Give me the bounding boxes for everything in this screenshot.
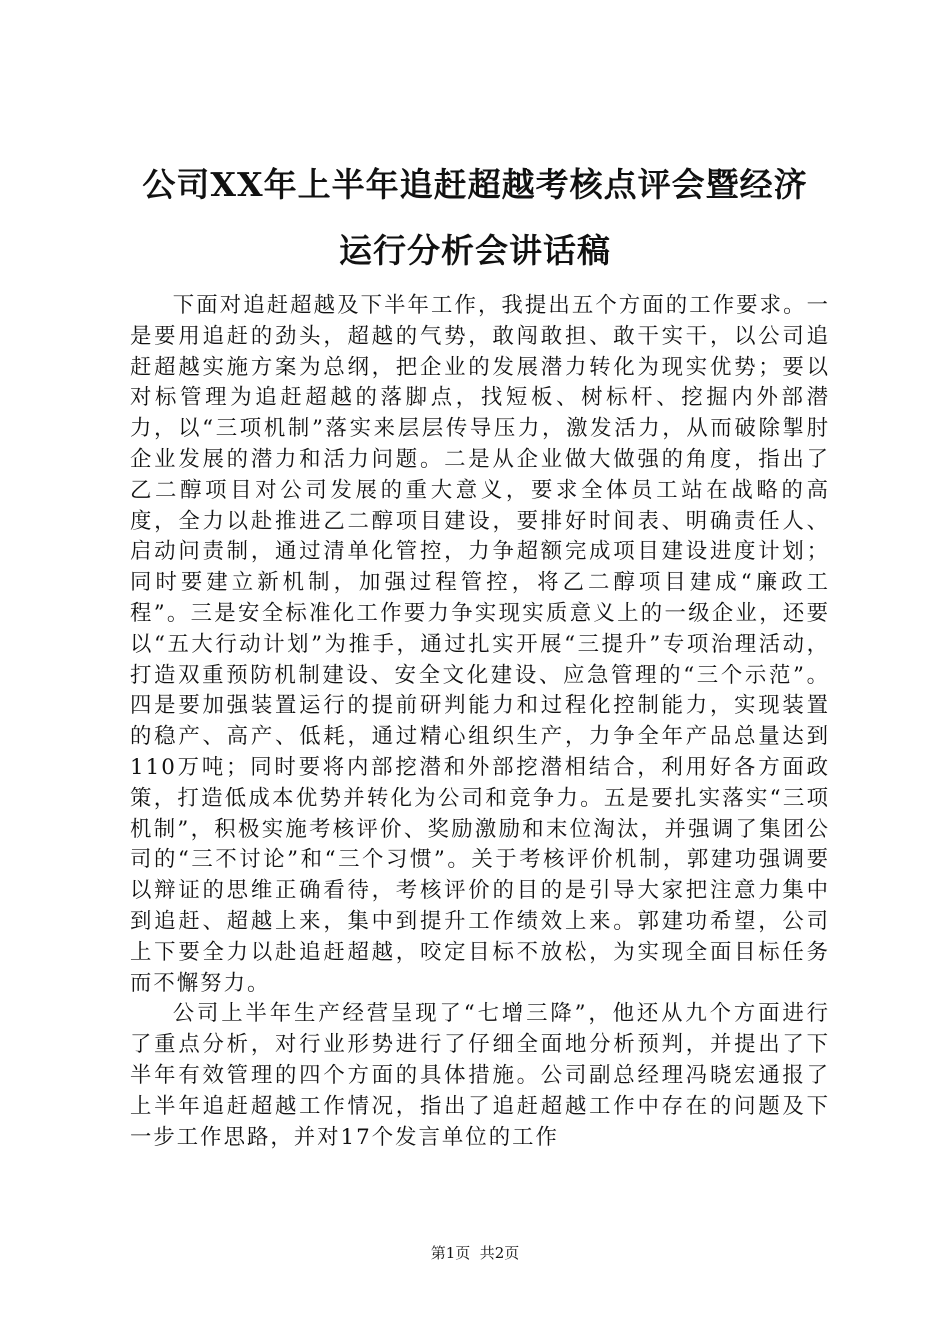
paragraph-2: 公司上半年生产经营呈现了“七增三降”，他还从九个方面进行了重点分析，对行业形势进行了仔细全面地分析预判，并提出了下半年有效管理的四个方面的具体措施。公司副总经理冯晓宏通报了上半年追赶超越工作情况，指出了追赶超越工作中存在的问题及下一步工作思路，并对17个发言单位的工作	[130, 1001, 830, 1150]
document-body	[130, 291, 830, 1153]
page-number: 第1页 共2页	[430, 1244, 520, 1262]
title-line-2: 运行分析会讲话稿	[339, 231, 611, 270]
page-footer	[0, 1243, 950, 1263]
title-line-1: 公司XX年上半年追赶超越考核点评会暨经济	[142, 165, 808, 204]
paragraph-1: 下面对追赶超越及下半年工作，我提出五个方面的工作要求。一是要用追赶的劲头，超越的气势，敢闯敢担、敢干实干，以公司追赶超越实施方案为总纲，把企业的发展潜力转化为现实优势；要以对标管理为追赶超越的落脚点，找短板、树标杆、挖掘内外部潜力，以“三项机制”落实来层层传导压力，激发活力，从而破除掣肘企业发展的潜力和活力问题。二是从企业做大做强的角度，指出了乙二醇项目对公司发展的重大意义，要求全体员工站在战略的高度，全力以赴推进乙二醇项目建设，要排好时间表、明确责任人、启动问责制，通过清单化管控，力争超额完成项目建设进度计划；同时要建立新机制，加强过程管控，将乙二醇项目建成“廉政工程”。三是安全标准化工作要力争实现实质意义上的一级企业，还要以“五大行动计划”为推手，通过扎实开展“三提升”专项治理活动，打造双重预防机制建设、安全文化建设、应急管理的“三个示范”。四是要加强装置运行的提前研判能力和过程化控制能力，实现装置的稳产、高产、低耗，通过精心组织生产，力争全年产品总量达到110万吨；同时要将内部挖潜和外部挖潜相结合，利用好各方面政策，打造低成本优势并转化为公司和竞争力。五是要扎实落实“三项机制”，积极实施考核评价、奖励激励和末位淘汰，并强调了集团公司的“三不讨论”和“三个习惯”。关于考核评价机制，郭建功强调要以辩证的思维正确看待，考核评价的目的是引导大家把注意力集中到追赶、超越上来，集中到提升工作绩效上来。郭建功希望，公司上下要全力以赴追赶超越，咬定目标不放松，为实现全面目标任务而不懈努力。	[130, 293, 830, 996]
document-title	[80, 152, 870, 284]
